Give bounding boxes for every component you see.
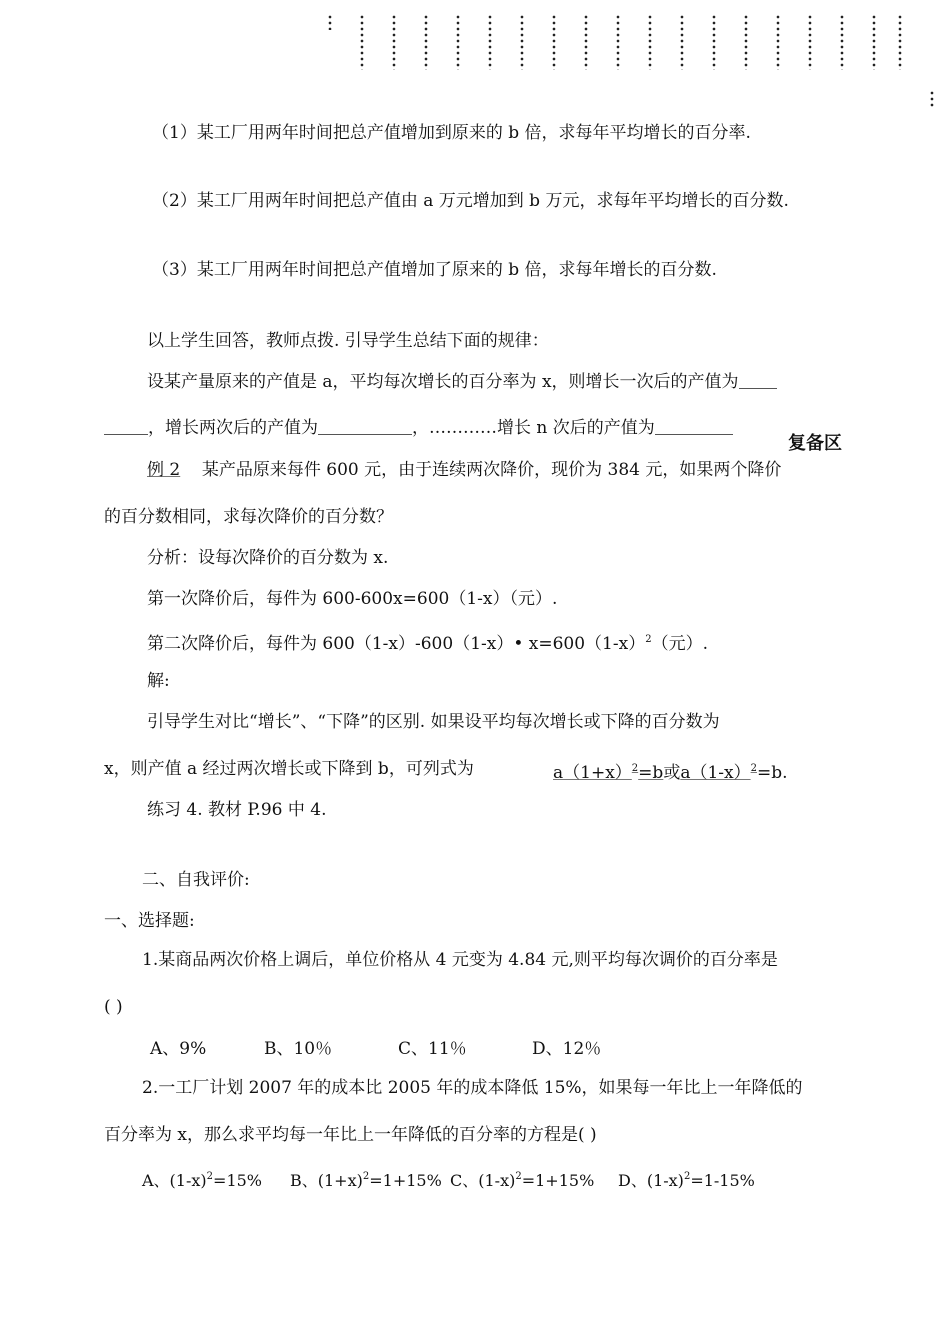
problem-1-line-2: ( ): [104, 997, 123, 1017]
option-c[interactable]: C、11％: [398, 1039, 467, 1059]
binding-dots: [744, 14, 748, 70]
binding-dots: [648, 14, 652, 70]
formula-part: =b.: [756, 763, 788, 783]
summary-intro: 以上学生回答，教师点拨. 引导学生总结下面的规律：: [147, 331, 549, 351]
example-2-line-1: [147, 458, 781, 482]
practice: 练习 4. 教材 P.96 中 4.: [147, 800, 327, 820]
option-d[interactable]: D、12％: [532, 1039, 602, 1059]
first-cut: 第一次降价后，每件为 600-600x=600（1-x）（元）.: [147, 589, 558, 609]
problem-1-options: [150, 1037, 601, 1061]
section-choice: 一、选择题:: [104, 911, 195, 931]
binding-dots: [840, 14, 844, 70]
answer-blank[interactable]: [739, 372, 777, 389]
answer-blank[interactable]: [318, 418, 412, 435]
rule-line-2: [104, 416, 733, 440]
binding-dots: [776, 14, 780, 70]
second-cut: [147, 628, 708, 656]
guide-line-1: 引导学生对比“增长”、“下降”的区别. 如果设平均每次增长或下降的百分数为: [147, 712, 720, 732]
second-cut-text: 第二次降价后，每件为 600（1-x）-600（1-x）• x=600（1-x）: [147, 634, 646, 654]
formula-part: a（1-x）: [680, 763, 751, 783]
guide-line-2: [104, 757, 474, 781]
problem-1-line-1: 1.某商品两次价格上调后，单位价格从 4 元变为 4.84 元,则平均每次调价的百分率是: [142, 950, 778, 970]
binding-dots: [328, 14, 332, 30]
example-text: 某产品原来每件 600 元，由于连续两次降价，现价为 384 元，如果两个降价: [201, 460, 782, 480]
problem-2-options: [142, 1165, 755, 1193]
formula-part: a（1+x）: [553, 763, 632, 783]
binding-dots: [898, 14, 902, 70]
formula-or: 或: [663, 763, 681, 783]
exponent: 2: [750, 763, 757, 774]
exponent: 2: [631, 763, 639, 774]
guide-text: x，则产值 a 经过两次增长或下降到 b，可列式为: [104, 759, 474, 779]
binding-dots: [360, 14, 364, 70]
binding-dots: [872, 14, 876, 70]
binding-dots: [930, 90, 934, 108]
binding-dots: [712, 14, 716, 70]
binding-dots: [584, 14, 588, 70]
question-1: （1）某工厂用两年时间把总产值增加到原来的 b 倍，求每年平均增长的百分率.: [152, 123, 751, 143]
answer-blank[interactable]: [655, 418, 733, 435]
binding-dots: [552, 14, 556, 70]
binding-dots: [680, 14, 684, 70]
question-2: （2）某工厂用两年时间把总产值由 a 万元增加到 b 万元，求每年平均增长的百分数.: [152, 191, 789, 211]
formula-part: =b: [638, 763, 664, 783]
option-a[interactable]: A、$(1-x)^2=15\%$: [142, 1171, 262, 1190]
binding-dots: [456, 14, 460, 70]
example-label: 例 2: [147, 460, 181, 480]
problem-2-line-2: 百分率为 x，那么求平均每一年比上一年降低的百分率的方程是( ): [104, 1125, 597, 1145]
section-self-eval: 二、自我评价:: [142, 870, 250, 890]
formula: [553, 757, 788, 785]
option-d[interactable]: D、$(1-x)^2=1-15\%$: [618, 1171, 755, 1190]
rule-line-1: [147, 370, 777, 394]
problem-2-line-1: 2.一工厂计划 2007 年的成本比 2005 年的成本降低 15%，如果每一年比上一年降低的: [142, 1078, 803, 1098]
option-b[interactable]: B、$(1+x)^2=1+15\%$: [290, 1171, 442, 1190]
option-a[interactable]: A、9%: [150, 1039, 207, 1059]
answer-blank[interactable]: [104, 418, 148, 435]
binding-dots: [520, 14, 524, 70]
solution-label: 解:: [147, 671, 170, 691]
binding-dots: [616, 14, 620, 70]
binding-dots: [488, 14, 492, 70]
rule-text-1: 设某产量原来的产值是 a，平均每次增长的百分率为 x，则增长一次后的产值为: [147, 372, 739, 392]
question-3: （3）某工厂用两年时间把总产值增加了原来的 b 倍，求每年增长的百分数.: [152, 260, 717, 280]
option-c[interactable]: C、$(1-x)^2=1+15\%$: [450, 1171, 595, 1190]
rule-text-2a: ，增长两次后的产值为: [148, 418, 318, 438]
binding-dots: [392, 14, 396, 70]
binding-dots: [808, 14, 812, 70]
margin-note: 复备区: [788, 433, 842, 454]
analysis: 分析：设每次降价的百分数为 x.: [147, 548, 389, 568]
second-cut-unit: （元）.: [651, 634, 708, 654]
exponent: 2: [645, 634, 652, 645]
binding-dots: [424, 14, 428, 70]
option-b[interactable]: B、10％: [264, 1039, 333, 1059]
rule-text-2b: ，…………增长 n 次后的产值为: [412, 418, 655, 438]
example-2-line-2: 的百分数相同，求每次降价的百分数？: [104, 507, 393, 527]
